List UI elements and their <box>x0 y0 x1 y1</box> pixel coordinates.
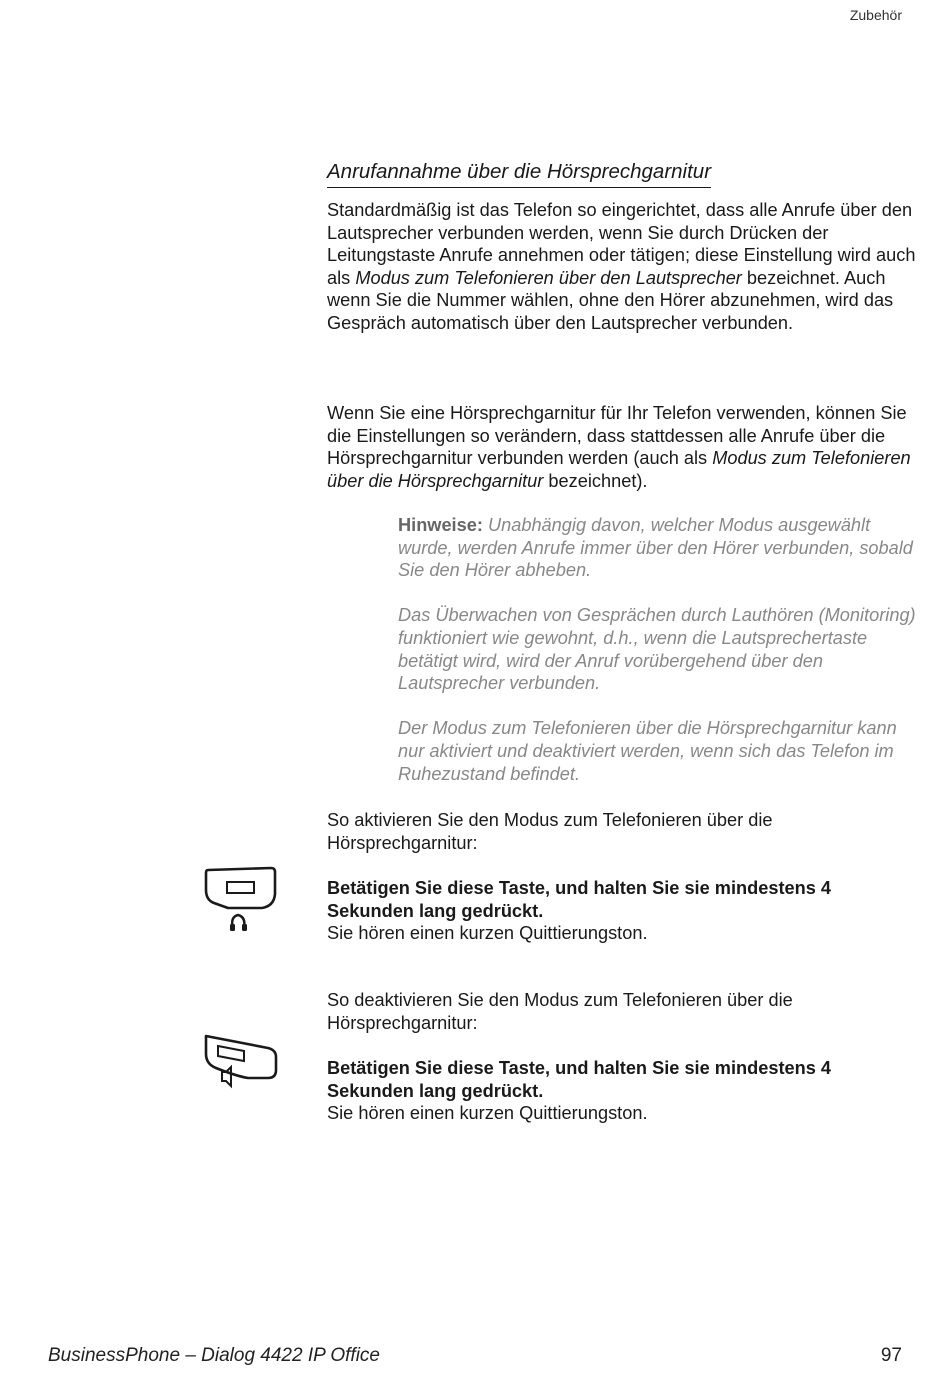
note-3: Der Modus zum Telefonieren über die Hörsprechgarnitur kann nur aktiviert und deaktiviert werden, wenn sich das Telefon im Ruhezustand befindet. <box>398 718 897 784</box>
page-number: 97 <box>880 1345 902 1366</box>
deactivate-intro: So deaktivieren Sie den Modus zum Telefonieren über die Hörsprechgarnitur: <box>327 990 793 1033</box>
note-2: Das Überwachen von Gesprächen durch Lauthören (Monitoring) funktioniert wie gewohnt, d.h., wenn die Lautsprechertaste betätigt wird, wird der Anruf vorübergehend über den Lautsprecher verbunden. <box>398 605 916 694</box>
footer-title: BusinessPhone – Dialog 4422 IP Office <box>48 1345 380 1366</box>
deactivate-instruction <box>327 1057 917 1125</box>
headset-key-icon <box>198 862 282 943</box>
paragraph-speaker-mode <box>327 199 917 335</box>
speaker-key-icon <box>198 1026 282 1097</box>
instruction-result: Sie hören einen kurzen Quittierungston. <box>327 923 648 944</box>
paragraph-text: bezeichnet. Auch wenn Sie die Nummer wählen, ohne den Hörer abzunehmen, wird das Gespräch automatisch über den Lautsprecher verbunden. <box>327 267 894 333</box>
paragraph-emphasis: Modus zum Telefonieren über den Lautsprecher <box>355 267 742 288</box>
section-heading: Anrufannahme über die Hörsprechgarnitur <box>327 160 711 188</box>
notes-block <box>398 514 918 808</box>
notes-label: Hinweise: <box>398 515 483 535</box>
note-text: Unabhängig davon, welcher Modus ausgewählt wurde, werden Anrufe immer über den Hörer verbunden, sobald Sie den Hörer abheben. <box>398 515 913 581</box>
paragraph-text: bezeichnet). <box>543 470 648 491</box>
instruction-result: Sie hören einen kurzen Quittierungston. <box>327 1103 648 1124</box>
paragraph-headset-mode <box>327 402 917 492</box>
instruction-step: Betätigen Sie diese Taste, und halten Sie sie mindestens 4 Sekunden lang gedrückt. <box>327 878 832 921</box>
note-1 <box>398 514 918 582</box>
paragraph-text: Wenn Sie eine Hörsprechgarnitur für Ihr Telefon verwenden, können Sie die Einstellungen so verändern, dass stattdessen alle Anrufe über die Hörsprechgarnitur verbunden werden (auch als <box>327 403 907 469</box>
section-label: Zubehör <box>849 7 902 23</box>
activate-intro: So aktivieren Sie den Modus zum Telefonieren über die Hörsprechgarnitur: <box>327 810 773 853</box>
paragraph-emphasis: Modus zum Telefonieren über die Hörsprechgarnitur <box>327 448 911 491</box>
activate-instruction <box>327 877 917 945</box>
paragraph-text: Standardmäßig ist das Telefon so eingerichtet, dass alle Anrufe über den Lautsprecher verbunden werden, wenn Sie durch Drücken der Leitungstaste Anrufe annehmen oder tätigen; diese Einstellung wird auch als <box>327 200 916 288</box>
instruction-step: Betätigen Sie diese Taste, und halten Sie sie mindestens 4 Sekunden lang gedrückt. <box>327 1058 832 1101</box>
